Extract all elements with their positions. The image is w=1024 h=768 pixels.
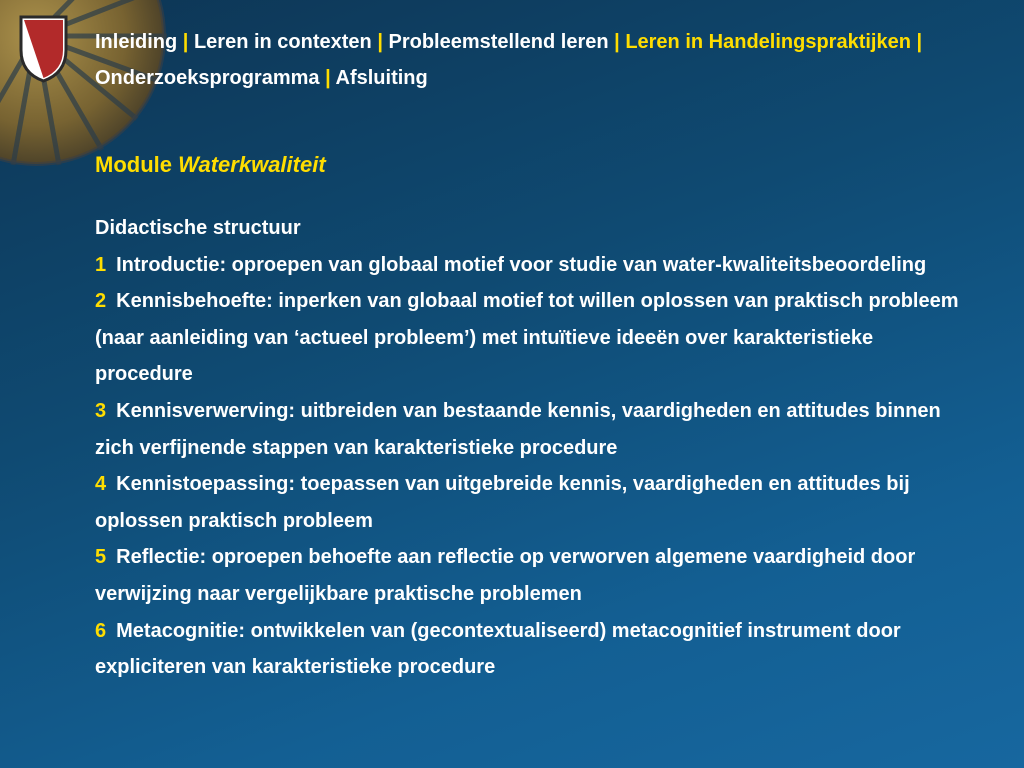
step-number: 1: [95, 253, 107, 276]
step-text: Kennisverwerving: uitbreiden van bestaande kennis, vaardigheden en attitudes binnen zich verfijnende stappen van karakteristieke procedure: [95, 399, 941, 459]
nav-item-afsluiting[interactable]: Afsluiting: [335, 67, 428, 89]
nav-separator: |: [916, 31, 923, 53]
nav-item-leren-in-contexten[interactable]: Leren in contexten: [193, 31, 372, 53]
step-number: 2: [95, 290, 107, 313]
structure-step: [95, 613, 975, 686]
step-number: 4: [95, 473, 107, 496]
structure-heading: Didactische structuur: [95, 217, 301, 239]
nav-item-leren-in-handelingspraktijken[interactable]: Leren in Handelingspraktijken: [625, 31, 911, 53]
structure-step: [95, 247, 975, 284]
nav-item-inleiding[interactable]: Inleiding: [95, 31, 178, 53]
module-title: [95, 152, 326, 178]
shield-icon: [21, 17, 66, 81]
module-title-prefix: Module: [95, 152, 172, 177]
step-text: Kennistoepassing: toepassen van uitgebreide kennis, vaardigheden en attitudes bij oplossen praktisch probleem: [95, 473, 910, 532]
step-text: Metacognitie: ontwikkelen van (gecontextualiseerd) metacognitief instrument door expliciteren van karakteristieke procedure: [95, 619, 901, 679]
nav-item-probleemstellend-leren[interactable]: Probleemstellend leren: [388, 31, 609, 53]
step-number: 5: [95, 546, 107, 569]
structure-step: [95, 283, 975, 393]
step-number: 6: [95, 619, 107, 642]
structure-step: [95, 539, 975, 612]
structure-step: [95, 466, 975, 539]
structure-step: [95, 393, 975, 466]
section-navigation: [95, 24, 995, 96]
step-text: Kennisbehoefte: inperken van globaal motief tot willen oplossen van praktisch probleem (naar aanleiding van ‘actueel probleem’) met intuïtieve ideeën over karakteristieke procedure: [95, 290, 959, 386]
step-number: 3: [95, 399, 107, 422]
nav-separator: |: [325, 67, 331, 89]
step-text: Reflectie: oproepen behoefte aan reflectie op verworven algemene vaardigheid door verwijzing naar vergelijkbare praktische problemen: [95, 546, 916, 605]
nav-separator: |: [182, 31, 189, 53]
step-text: Introductie: oproepen van globaal motief voor studie van water-kwaliteitsbeoordeling: [116, 253, 927, 276]
module-title-name: Waterkwaliteit: [178, 152, 326, 177]
nav-separator: |: [614, 31, 620, 53]
nav-item-onderzoeksprogramma[interactable]: Onderzoeksprogramma: [95, 67, 320, 89]
didactic-structure: [95, 210, 975, 686]
nav-separator: |: [377, 31, 383, 53]
